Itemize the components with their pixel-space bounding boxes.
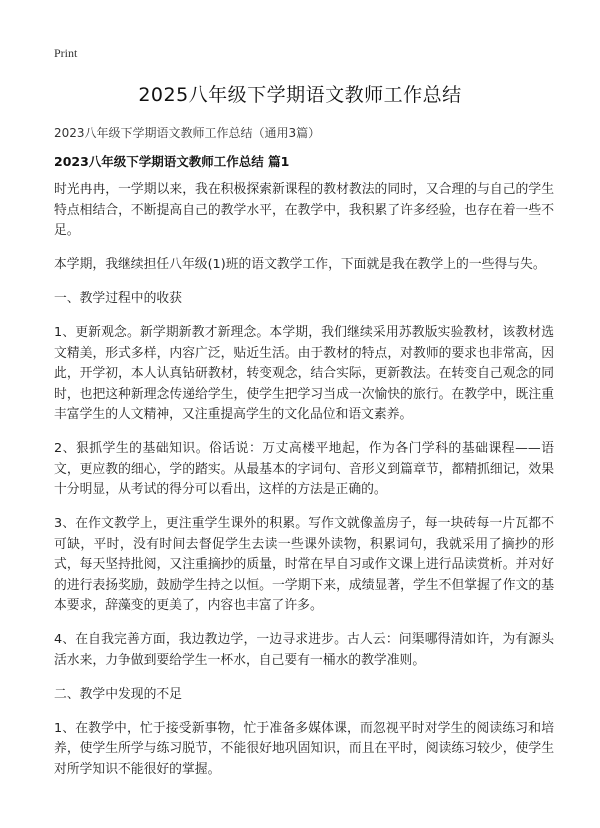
paragraph-shortcoming-1: 1、在教学中，忙于接受新事物，忙于准备多媒体课，而忽视平时对学生的阅读练习和培养，使学生所学与练习脱节，不能很好地巩固知识，而且在平时，阅读练习较少，使学生对所学知识不能很好的掌握。 — [54, 720, 554, 777]
paragraph-gain-1: 1、更新观念。新学期新教才新理念。本学期，我们继续采用苏教版实验教材，该教材选文精美，形式多样，内容广泛，贴近生活。由于教材的特点，对教师的要求也非常高，因此，开学初，本人认真钻研教材，转变观念，结合实际，更新教法。在转变自己观念的同时，也把这种新理念传递给学生，使学生把学习当成一次愉快的旅行。在教学中，既注重丰富学生的人文精神，又注重提高学生的文化品位和语文素养。 — [54, 325, 554, 422]
article-body — [54, 180, 554, 794]
paragraph-gain-2: 2、狠抓学生的基础知识。俗话说：万丈高楼平地起，作为各门学科的基础课程——语文，更应教的细心，学的踏实。从最基本的字词句、音形义到篇章节，都精抓细记，效果十分明显，从考试的得分可以看出，这样的方法是正确的。 — [54, 441, 554, 497]
paragraph-gain-3: 3、在作文教学上，更注重学生课外的积累。写作文就像盖房子，每一块砖每一片瓦都不可缺，平时，没有时间去督促学生去读一些课外读物，积累词句，我就采用了摘抄的形式，每天坚持批阅，又注重摘抄的质量，时常在早自习或作文课上进行品读赏析。并对好的进行表扬奖励，鼓励学生持之以恒。一学期下来，成绩显著，学生不但掌握了作文的基本要求，辞藻变的更美了，内容也丰富了许多。 — [54, 516, 554, 613]
page-title: 2025八年级下学期语文教师工作总结 — [138, 84, 462, 106]
section-heading: 2023八年级下学期语文教师工作总结 篇1 — [54, 154, 290, 169]
document-subtitle: 2023八年级下学期语文教师工作总结（通用3篇） — [54, 126, 321, 140]
paragraph-intro: 时光冉冉，一学期以来，我在积极探索新课程的教材教法的同时，又合理的与自己的学生特点相结合，不断提高自己的教学水平，在教学中，我积累了许多经验，也存在着一些不足。 — [54, 182, 554, 238]
subheading-shortcomings: 二、教学中发现的不足 — [54, 686, 182, 702]
paragraph-gain-4: 4、在自我完善方面，我边教边学，一边寻求进步。古人云：问渠哪得清如许，为有源头活水来，力争做到要给学生一杯水，自己要有一桶水的教学准则。 — [54, 632, 554, 668]
subheading-gains: 一、教学过程中的收获 — [54, 291, 182, 306]
paragraph-overview: 本学期，我继续担任八年级(1)班的语文教学工作，下面就是我在教学上的一些得与失。 — [54, 257, 546, 272]
print-link[interactable]: Print — [54, 46, 78, 60]
